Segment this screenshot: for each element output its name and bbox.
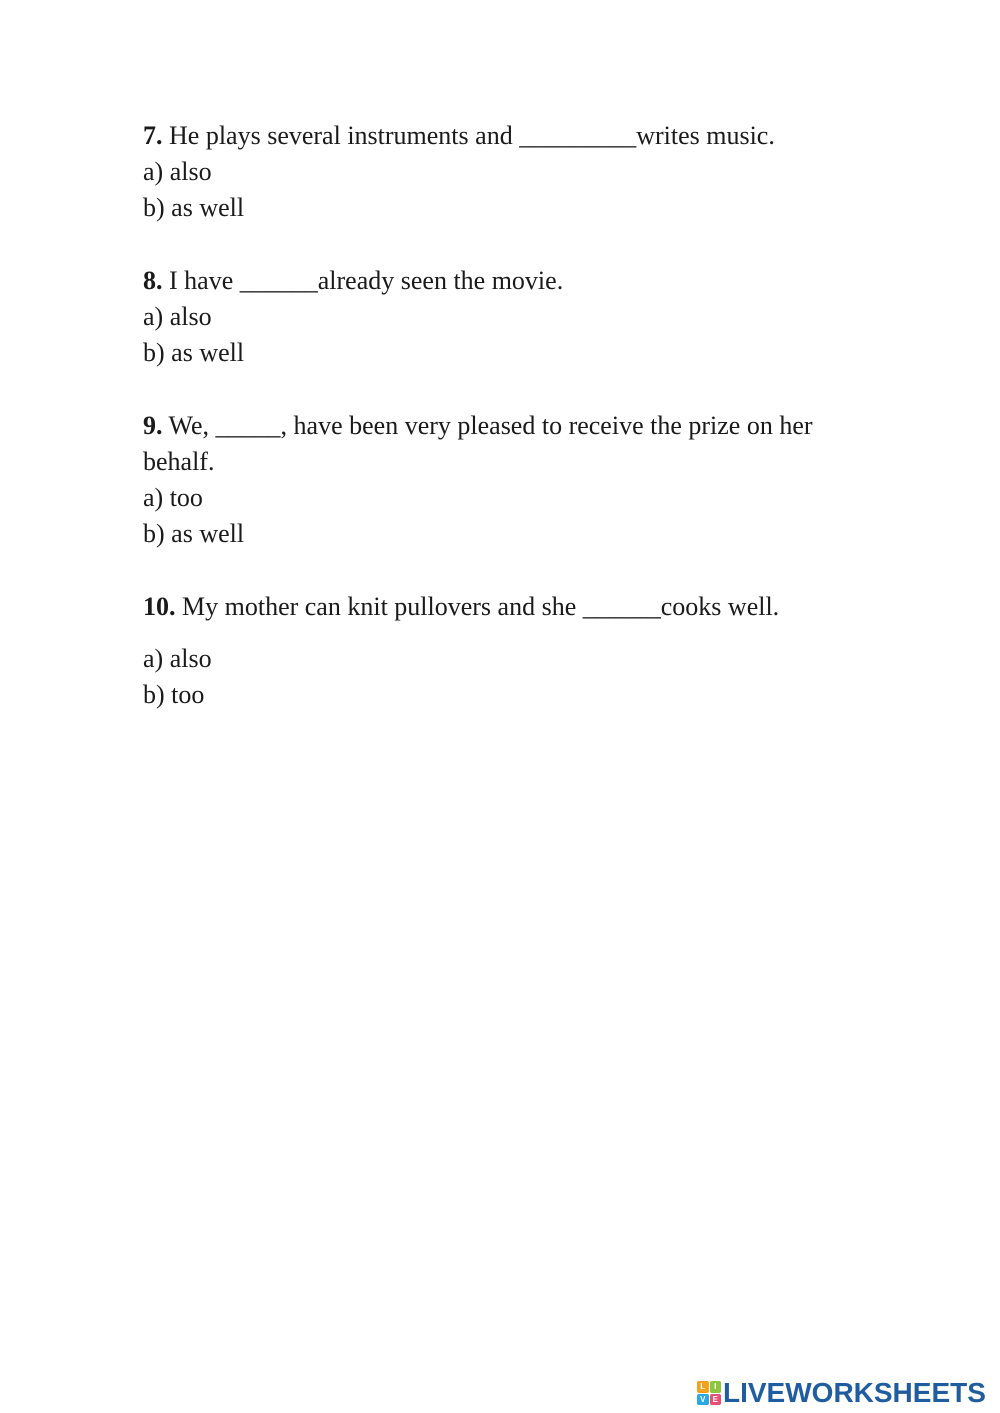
option-a: a) also: [143, 302, 212, 331]
logo-icon-tile: V: [697, 1394, 709, 1406]
option-b: b) too: [143, 680, 205, 709]
option-b: b) as well: [143, 338, 245, 367]
question-number: 9.: [143, 411, 163, 440]
question-text: [143, 589, 883, 625]
logo-icon-tile: I: [710, 1381, 722, 1393]
question-number: 10.: [143, 592, 176, 621]
option-b: b) as well: [143, 519, 245, 548]
question-7: [143, 118, 883, 226]
logo-icon-tile: L: [697, 1381, 709, 1393]
option-a: a) too: [143, 483, 203, 512]
option-b: b) as well: [143, 193, 245, 222]
question-8: [143, 263, 883, 371]
liveworksheets-logo-icon: [697, 1381, 721, 1405]
logo-text: LIVEWORKSHEETS: [723, 1377, 986, 1408]
question-10: [143, 589, 883, 713]
question-sentence: We, _____, have been very pleased to receive the prize on her behalf.: [143, 411, 813, 476]
question-text: [143, 408, 883, 480]
question-9: [143, 408, 883, 552]
option-a: a) also: [143, 644, 212, 673]
question-sentence: He plays several instruments and _________writes music.: [162, 121, 775, 150]
question-text: [143, 263, 883, 299]
worksheet-content: [143, 118, 883, 713]
option-a: a) also: [143, 157, 212, 186]
question-sentence: My mother can knit pullovers and she ______cooks well.: [175, 592, 780, 621]
question-text: [143, 118, 883, 154]
liveworksheets-logo: [697, 1377, 986, 1409]
question-number: 8.: [143, 266, 163, 295]
question-sentence: I have ______already seen the movie.: [162, 266, 564, 295]
question-number: 7.: [143, 121, 163, 150]
logo-icon-tile: E: [710, 1394, 722, 1406]
